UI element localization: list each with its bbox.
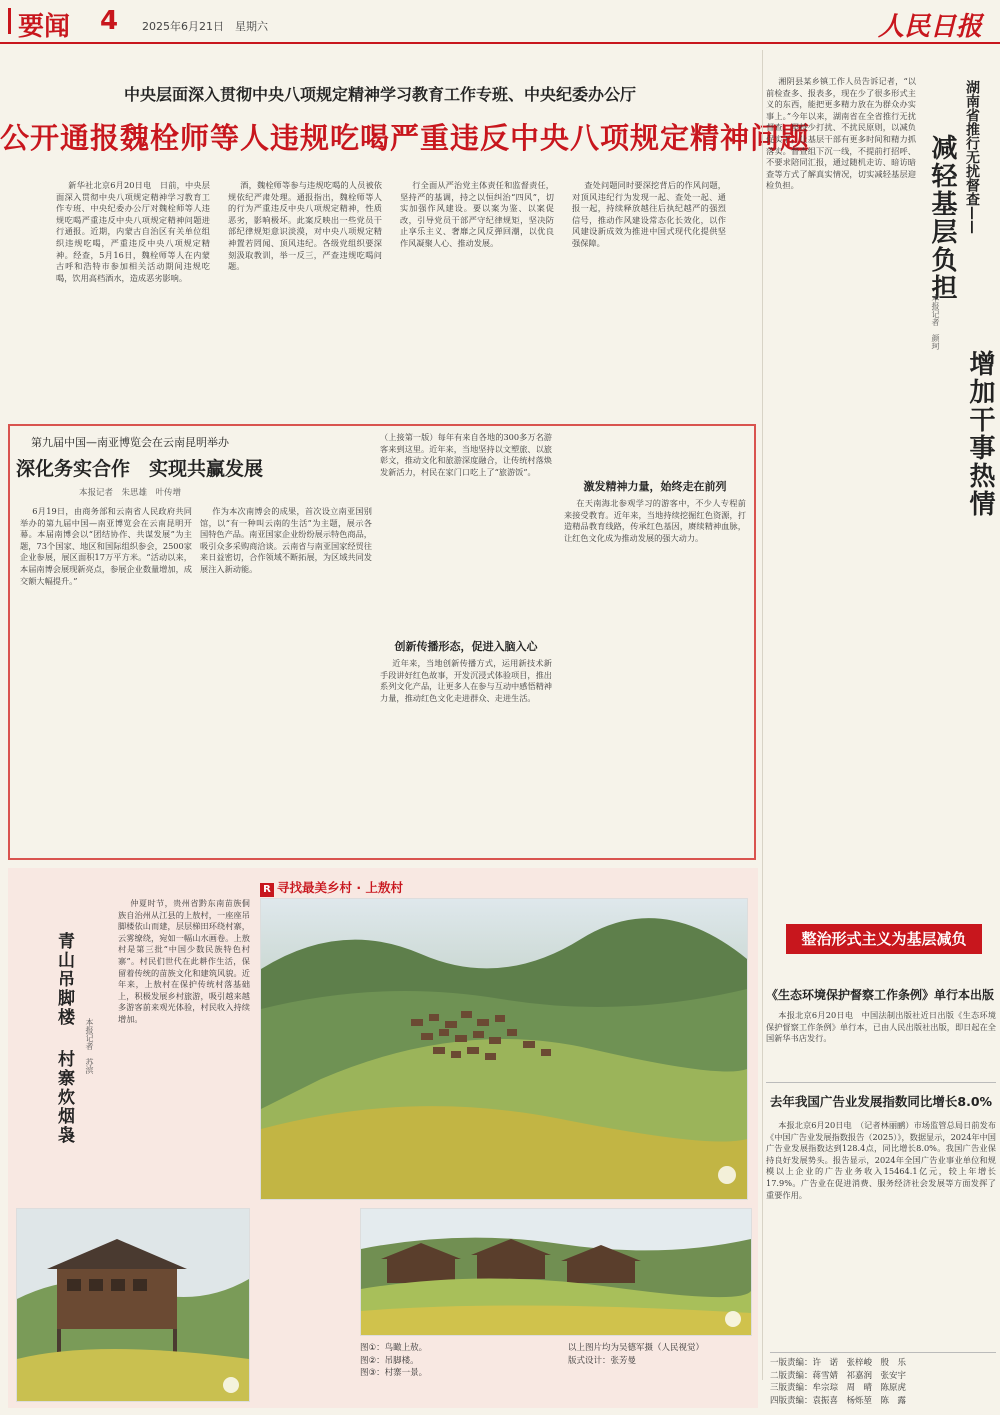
lead-col-1: 新华社北京6月20日电 日前，中央层面深入贯彻中央八项规定精神学习教育工作专班、中央纪委办公厅对魏栓师等人违规吃喝严重违反中央八项规定精神问题进行通报。近期，内蒙古自治区有关单位组织违规吃喝，严重违反中央八项规定精神。经查，5月16日，魏栓师等人在内蒙古呼和浩特市参加相关活动期间违规吃喝，饮用高档酒水，造成恶劣影响。 bbox=[56, 180, 210, 283]
editors-line-1: 一版责编：许 诺 张梓峻 殷 乐 bbox=[770, 1358, 907, 1368]
issue-date: 2025年6月21日 星期六 bbox=[142, 20, 268, 33]
photo-credit: 以上图片均为吴德军摄（人民视觉） bbox=[568, 1343, 705, 1353]
village-byline: 本报记者 苏滨 bbox=[85, 1018, 94, 1074]
lead-headline: 公开通报魏栓师等人违规吃喝严重违反中央八项规定精神问题 bbox=[0, 121, 811, 155]
page-number: 4 bbox=[100, 6, 119, 36]
notice-body: 本报北京6月20日电 中国法制出版社近日出版《生态环境保护督察工作条例》单行本，已由人民出版社出版，即日起在全国新华书店发行。 bbox=[766, 1010, 996, 1044]
village-body: 仲夏时节，贵州省黔东南苗族侗族自治州从江县的上敖村，一座座吊脚楼依山而建，层层梯田环绕村寨，云雾缭绕，宛如一幅山水画卷。上敖村是第三批“中国少数民族特色村寨”。村民们世代在此耕作生活，保留着传统的苗族文化和建筑风貌。近年来，上敖村在保护传统村落基础上，积极发展乡村旅游，吸引越来越多游客前来观光体验，村民收入持续增加。 bbox=[118, 898, 250, 1024]
lead-col-3: 行全面从严治党主体责任和监督责任，坚持严的基调，持之以恒纠治“四风”，切实加强作风建设。要以案为鉴、以案促改，引导党员干部严守纪律规矩，坚决防止享乐主义、奢靡之风反弹回潮，以优良作风凝聚人心、推动发展。 bbox=[400, 180, 554, 248]
editors-line-4: 四版责编：袁振喜 杨烁堃 陈 露 bbox=[770, 1395, 907, 1406]
editors-line-2: 二版责编：蒋雪婧 祁嘉润 张安宇 bbox=[770, 1370, 907, 1381]
lead-col-4: 查处问题同时要深挖背后的作风问题，对顶风违纪行为发现一起、查处一起、通报一起，持续释放越往后执纪越严的强烈信号，推动作风建设常态化长效化，以作风建设新成效为推进中国式现代化提供坚强保障。 bbox=[572, 180, 726, 248]
village-credits bbox=[568, 1342, 748, 1367]
forum-col-1: 6月19日，由商务部和云南省人民政府共同举办的第九届中国—南亚博览会在云南昆明开幕。本届南博会以“团结协作、共谋发展”为主题，73个国家、地区和国际组织参会，2500家企业参展，展区面积17万平方米。“活动以来，本届南博会展现新亮点，参展企业数量增加，成交额大幅提升。” bbox=[20, 506, 192, 586]
forum-headline: 深化务实合作 实现共赢发展 bbox=[16, 458, 264, 480]
forum-subhead-2: 创新传播形态，促进入脑入心 bbox=[394, 640, 538, 653]
photo-stilt-house bbox=[16, 1208, 250, 1402]
photo-village-scene bbox=[360, 1208, 752, 1336]
ad-report-body: 本报北京6月20日电 （记者林丽鹂）市场监管总局日前发布《中国广告业发展指数报告（2025）》，数据显示，2024年中国广告业发展指数达到128.4点，同比增长8.0%。我国广告业保持良好发展势头。报告显示，2024年全国广告业事业单位和规模以上企业的广告业务收入15464.1亿元，较上年增长17.9%。广告业在促进消费、服务经济社会发展等方面发挥了重要作用。 bbox=[766, 1120, 996, 1200]
notice-item bbox=[766, 986, 996, 1066]
editors-box bbox=[770, 1352, 996, 1415]
notice-headline: 《生态环境保护督察工作条例》单行本出版 bbox=[766, 988, 995, 1002]
forum-story bbox=[8, 424, 756, 860]
hunan-headline-2: 增加干事热情 bbox=[965, 350, 995, 518]
village-feature bbox=[8, 868, 758, 1408]
hunan-region: 湖南省推行无扰督查—— bbox=[964, 80, 980, 234]
section-name: 要闻 bbox=[18, 12, 71, 42]
village-headline-2: 村寨炊烟袅 bbox=[54, 1050, 74, 1145]
lead-story bbox=[0, 48, 811, 448]
caption-3: 图③：村寨一景。 bbox=[360, 1368, 428, 1378]
photo-aerial-art bbox=[261, 899, 747, 1199]
rail-divider bbox=[762, 50, 763, 1380]
forum-byline: 本报记者 朱思雄 叶传增 bbox=[78, 488, 181, 498]
masthead-bracket bbox=[8, 8, 17, 34]
ad-report-headline: 去年我国广告业发展指数同比增长8.0% bbox=[769, 1094, 993, 1109]
layout-credit: 版式设计：张芳曼 bbox=[568, 1355, 637, 1366]
lead-col-2: 酒，魏栓师等参与违规吃喝的人员被依规依纪严肃处理。通报指出，魏栓师等人的行为严重违反中央八项规定精神，性质恶劣，影响极坏。此案反映出一些党员干部纪律规矩意识淡漠，对中央八项规定精神置若罔闻、顶风违纪。各级党组织要深刻汲取教训，举一反三，严查违规吃喝问题。 bbox=[228, 180, 382, 272]
hunan-feature bbox=[766, 50, 1000, 950]
forum-subhead-1: 激发精神力量，始终走在前列 bbox=[583, 480, 727, 493]
photo-aerial-village bbox=[260, 898, 748, 1200]
caption-2: 图②：吊脚楼。 bbox=[360, 1355, 419, 1366]
column-icon: R bbox=[260, 883, 274, 897]
village-captions bbox=[360, 1342, 520, 1380]
column-title: 寻找最美乡村 · 上敖村 bbox=[277, 880, 403, 895]
column-tag bbox=[260, 878, 403, 897]
masthead bbox=[0, 0, 1000, 44]
masthead-rule bbox=[0, 42, 1000, 44]
forum-kicker: 第九届中国—南亚博览会在云南昆明举办 bbox=[31, 436, 229, 449]
forum-col-4: 在天南海北参观学习的游客中，不少人专程前来接受教育。近年来，当地持续挖掘红色资源，打造精品教育线路，传承红色基因，赓续精神血脉，让红色文化成为推动发展的强大动力。 bbox=[564, 498, 746, 543]
photo-stilt-art bbox=[17, 1209, 249, 1401]
forum-col-3: （上接第一版）每年有来自各地的300多万名游客来到这里。近年来，当地坚持以文塑旅、以旅彰文，推动文化和旅游深度融合，让传统村落焕发新活力，村民在家门口吃上了“旅游饭”。 bbox=[380, 432, 552, 477]
ad-report-rule bbox=[766, 1082, 996, 1083]
rail-banner: 整治形式主义为基层减负 bbox=[786, 924, 982, 954]
forum-col-2: 作为本次南博会的成果，首次设立南亚国别馆，以“有一种叫云南的生活”为主题，展示各国特色产品。南亚国家企业纷纷展示特色商品，吸引众多采购商洽谈。云南省与南亚国家经贸往来日益密切，合作领域不断拓展，为区域共同发展注入新动能。 bbox=[200, 506, 372, 574]
editors-line-3: 三版责编：牟宗琮 周 晴 陈原虎 bbox=[770, 1383, 907, 1393]
forum-col-5: 近年来，当地创新传播方式，运用新技术新手段讲好红色故事，开发沉浸式体验项目，推出系列文化产品，让更多人在参与互动中感悟精神力量，推动红色文化走进群众、走进生活。 bbox=[380, 658, 552, 703]
lead-kicker: 中央层面深入贯彻中央八项规定精神学习教育工作专班、中央纪委办公厅 bbox=[123, 85, 636, 104]
hunan-byline: 本报记者 颜珂 bbox=[931, 294, 940, 350]
caption-1: 图①：鸟瞰上敖。 bbox=[360, 1343, 428, 1353]
hunan-headline-1: 减轻基层负担 bbox=[927, 134, 957, 302]
hunan-body: 湘阴县某乡镇工作人员告诉记者，“以前检查多、报表多，现在少了很多形式主义的东西，能把更多精力放在为群众办实事上。”今年以来，湖南省在全省推行无扰督查，坚持少打扰、不扰民原则，以减负促实干，让基层干部有更多时间和精力抓落实。督查组下沉一线，不提前打招呼、不要求陪同汇报，通过随机走访、暗访暗查等方式了解真实情况，切实减轻基层迎检负担。 bbox=[766, 76, 916, 191]
photo-scene-art bbox=[361, 1209, 751, 1335]
masthead-logo: 人民日报 bbox=[878, 12, 983, 42]
ad-report bbox=[766, 1082, 996, 1342]
village-headline-1: 青山吊脚楼 bbox=[54, 932, 74, 1027]
